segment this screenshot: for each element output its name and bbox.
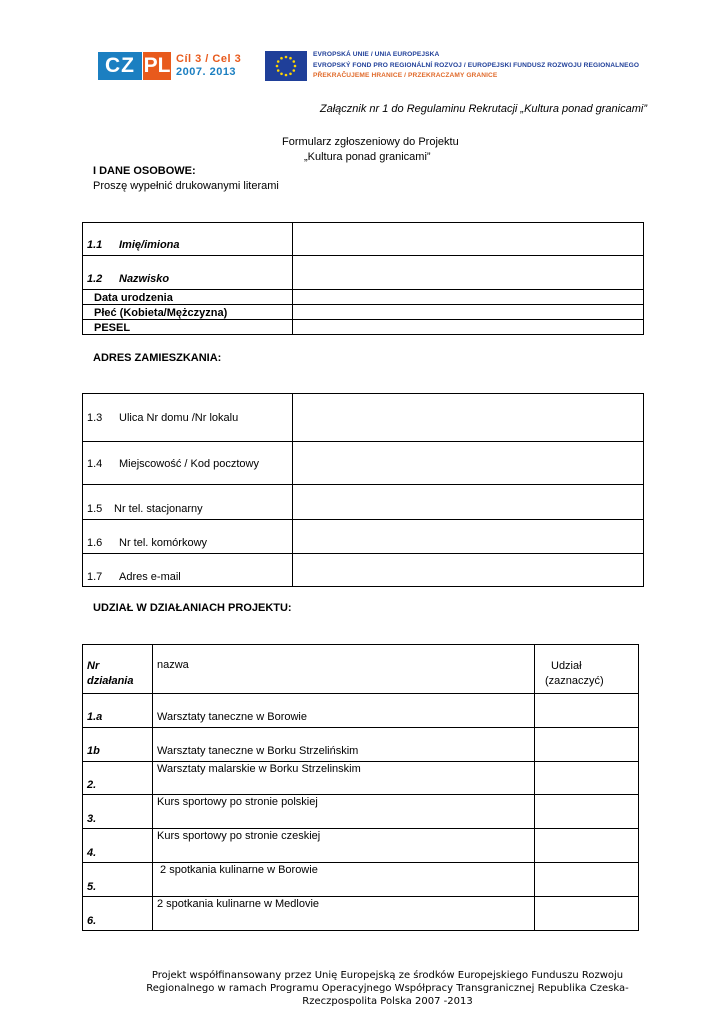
gender-field[interactable] bbox=[293, 305, 644, 320]
nr-header: Nr działania bbox=[83, 645, 153, 694]
participation-checkbox[interactable] bbox=[535, 795, 639, 829]
activities-table bbox=[82, 644, 639, 931]
table-row bbox=[83, 320, 644, 335]
table-row bbox=[83, 728, 639, 762]
personal-data-heading: I DANE OSOBOWE: bbox=[93, 165, 196, 177]
mobile-field[interactable] bbox=[293, 520, 644, 554]
birth-date-label: Data urodzenia bbox=[83, 290, 293, 305]
table-row bbox=[83, 223, 644, 256]
city-field[interactable] bbox=[293, 442, 644, 485]
name-header: nazwa bbox=[153, 645, 535, 694]
participation-checkbox[interactable] bbox=[535, 762, 639, 795]
activity-name: 2 spotkania kulinarne w Borowie bbox=[153, 863, 535, 897]
eu-motto-label: PŘEKRAČUJEME HRANICE / PRZEKRACZAMY GRANICE bbox=[313, 72, 498, 79]
address-heading: ADRES ZAMIESZKANIA: bbox=[93, 352, 222, 364]
form-title: Formularz zgłoszeniowy do Projektu bbox=[282, 136, 459, 148]
table-row bbox=[83, 394, 644, 442]
activity-name: Warsztaty taneczne w Borowie bbox=[153, 694, 535, 728]
table-row bbox=[83, 520, 644, 554]
eu-flag-icon bbox=[265, 51, 307, 81]
activity-nr: 3. bbox=[83, 795, 153, 829]
activity-nr: 1.a bbox=[83, 694, 153, 728]
personal-data-table bbox=[82, 222, 644, 335]
table-row bbox=[83, 897, 639, 931]
pesel-label: PESEL bbox=[83, 320, 293, 335]
first-name-field[interactable] bbox=[293, 223, 644, 256]
city-label: 1.4 Miejscowość / Kod pocztowy bbox=[83, 442, 293, 485]
form-subtitle: „Kultura ponad granicami” bbox=[304, 151, 431, 163]
participation-checkbox[interactable] bbox=[535, 694, 639, 728]
program-name: Cíl 3 / Cel 3 bbox=[176, 53, 242, 65]
activity-nr: 2. bbox=[83, 762, 153, 795]
eu-union-label: EVROPSKÁ UNIE / UNIA EUROPEJSKA bbox=[313, 51, 440, 58]
table-row bbox=[83, 645, 639, 694]
pesel-field[interactable] bbox=[293, 320, 644, 335]
activity-nr: 6. bbox=[83, 897, 153, 931]
table-row bbox=[83, 256, 644, 290]
email-label: 1.7 Adres e-mail bbox=[83, 554, 293, 587]
participation-checkbox[interactable] bbox=[535, 829, 639, 863]
participation-header: Udział (zaznaczyć) bbox=[535, 645, 639, 694]
street-label: 1.3 Ulica Nr domu /Nr lokalu bbox=[83, 394, 293, 442]
activity-nr: 4. bbox=[83, 829, 153, 863]
activity-nr: 1b bbox=[83, 728, 153, 762]
landline-field[interactable] bbox=[293, 485, 644, 520]
surname-field[interactable] bbox=[293, 256, 644, 290]
table-row bbox=[83, 485, 644, 520]
table-row bbox=[83, 829, 639, 863]
table-row bbox=[83, 795, 639, 829]
participation-checkbox[interactable] bbox=[535, 897, 639, 931]
mobile-label: 1.6 Nr tel. komórkowy bbox=[83, 520, 293, 554]
program-period: 2007. 2013 bbox=[176, 66, 237, 78]
gender-label: Płeć (Kobieta/Mężczyzna) bbox=[83, 305, 293, 320]
cz-logo-mark: CZ bbox=[98, 52, 142, 80]
participation-heading: UDZIAŁ W DZIAŁANIACH PROJEKTU: bbox=[93, 602, 292, 614]
activity-name: Kurs sportowy po stronie polskiej bbox=[153, 795, 535, 829]
email-field[interactable] bbox=[293, 554, 644, 587]
funding-footer: Projekt współfinansowany przez Unię Europejską ze środków Europejskiego Funduszu Rozwoju Regionalnego w ramach Programu Operacyjnego Współpracy Transgranicznej Republika Czeska- Rzeczpospolita Polska 2007 -2013 bbox=[146, 970, 629, 1007]
pl-logo-mark: PL bbox=[143, 52, 171, 80]
table-row bbox=[83, 863, 639, 897]
first-name-label: 1.1 Imię/imiona bbox=[83, 223, 293, 256]
table-row bbox=[83, 290, 644, 305]
activity-name: 2 spotkania kulinarne w Medlovie bbox=[153, 897, 535, 931]
table-row bbox=[83, 554, 644, 587]
activity-name: Kurs sportowy po stronie czeskiej bbox=[153, 829, 535, 863]
annex-note: Załącznik nr 1 do Regulaminu Rekrutacji „Kultura ponad granicami” bbox=[319, 103, 647, 115]
street-field[interactable] bbox=[293, 394, 644, 442]
birth-date-field[interactable] bbox=[293, 290, 644, 305]
table-row bbox=[83, 694, 639, 728]
participation-checkbox[interactable] bbox=[535, 863, 639, 897]
fill-instruction: Proszę wypełnić drukowanymi literami bbox=[93, 180, 279, 192]
address-table bbox=[82, 393, 644, 587]
eu-fund-label: EVROPSKÝ FOND PRO REGIONÁLNÍ ROZVOJ / EUROPEJSKI FUNDUSZ ROZWOJU REGIONALNEGO bbox=[313, 62, 640, 69]
table-row bbox=[83, 762, 639, 795]
participation-checkbox[interactable] bbox=[535, 728, 639, 762]
activity-name: Warsztaty malarskie w Borku Strzelinskim bbox=[153, 762, 535, 795]
surname-label: 1.2 Nazwisko bbox=[83, 256, 293, 290]
activity-name: Warsztaty taneczne w Borku Strzelińskim bbox=[153, 728, 535, 762]
table-row bbox=[83, 305, 644, 320]
table-row bbox=[83, 442, 644, 485]
landline-label: 1.5 Nr tel. stacjonarny bbox=[83, 485, 293, 520]
activity-nr: 5. bbox=[83, 863, 153, 897]
